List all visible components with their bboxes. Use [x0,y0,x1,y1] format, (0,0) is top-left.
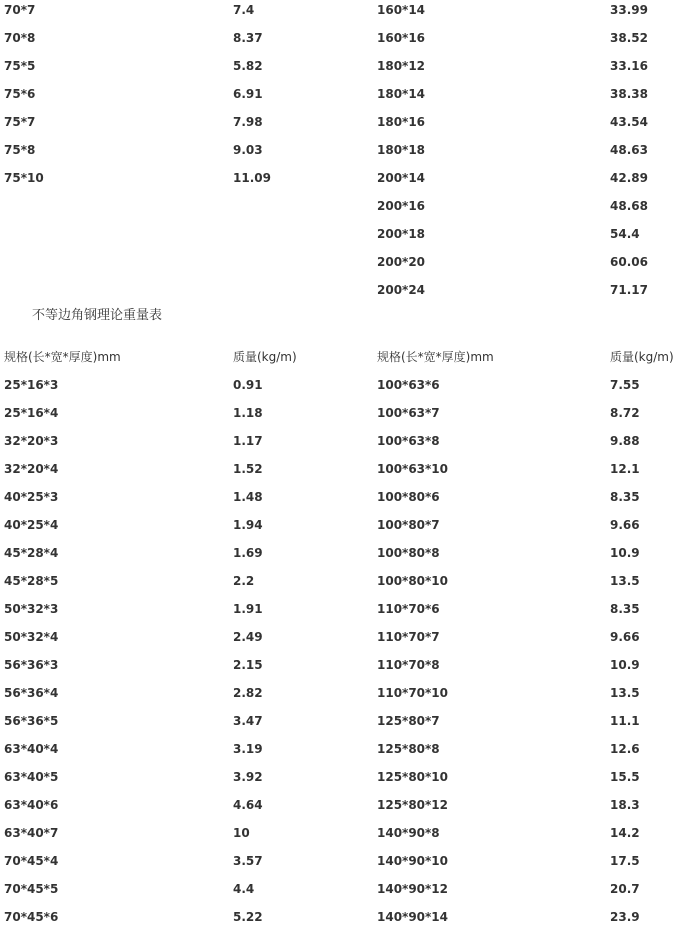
mass-cell: 3.92 [233,770,263,784]
spec-cell: 56*36*4 [4,686,59,700]
mass-cell-2: 9.66 [610,630,640,644]
mass-cell-2: 43.54 [610,115,648,129]
spec-cell: 75*6 [4,87,36,101]
table-row [0,371,690,399]
spec-cell: 63*40*4 [4,742,59,756]
spec-cell: 63*40*7 [4,826,59,840]
table-row [0,595,690,623]
mass-cell-2: 8.35 [610,602,640,616]
spec-cell-2: 160*16 [377,31,426,45]
mass-cell-2: 15.5 [610,770,640,784]
mass-cell-2: 18.3 [610,798,640,812]
mass-cell-2: 38.38 [610,87,648,101]
table-row [0,52,690,80]
spec-cell-2: 200*20 [377,255,426,269]
mass-cell-2: 33.16 [610,59,648,73]
table-row [0,108,690,136]
mass-cell: 1.17 [233,434,263,448]
spec-cell: 56*36*5 [4,714,59,728]
mass-cell-2: 9.66 [610,518,640,532]
mass-cell: 11.09 [233,171,271,185]
spec-cell-2: 200*14 [377,171,426,185]
table-row [0,511,690,539]
table-header-row [0,343,690,371]
mass-cell-2: 8.35 [610,490,640,504]
mass-cell: 6.91 [233,87,263,101]
table-row [0,567,690,595]
spec-cell: 75*5 [4,59,36,73]
spec-cell-2: 140*90*10 [377,854,448,868]
spec-cell-2: 100*80*10 [377,574,448,588]
spec-cell-2: 110*70*7 [377,630,440,644]
spec-cell-2: 200*16 [377,199,426,213]
mass-cell-2: 23.9 [610,910,640,924]
mass-cell: 9.03 [233,143,263,157]
spec-cell-2: 100*80*8 [377,546,440,560]
table-row [0,220,690,248]
table-row [0,136,690,164]
spec-cell: 45*28*5 [4,574,59,588]
mass-cell-2: 71.17 [610,283,648,297]
mass-cell-2: 17.5 [610,854,640,868]
spec-cell: 25*16*4 [4,406,59,420]
mass-cell-2: 54.4 [610,227,640,241]
table-row [0,819,690,847]
table-row [0,679,690,707]
spec-cell-2: 140*90*12 [377,882,448,896]
spec-cell-2: 110*70*10 [377,686,448,700]
spec-cell: 56*36*3 [4,658,59,672]
table-row [0,24,690,52]
spec-cell-2: 110*70*8 [377,658,440,672]
table-row [0,651,690,679]
mass-cell-2: 38.52 [610,31,648,45]
mass-cell: 1.69 [233,546,263,560]
mass-cell: 2.82 [233,686,263,700]
spec-cell-2: 140*90*14 [377,910,448,924]
spec-cell-2: 180*16 [377,115,426,129]
mass-cell-2: 48.63 [610,143,648,157]
spec-cell-2: 125*80*10 [377,770,448,784]
spec-cell-2: 180*14 [377,87,426,101]
mass-cell-2: 14.2 [610,826,640,840]
mass-cell: 4.4 [233,882,255,896]
spec-cell-2: 110*70*6 [377,602,440,616]
spec-cell-2: 125*80*8 [377,742,440,756]
spec-cell: 75*7 [4,115,36,129]
mass-cell: 8.37 [233,31,263,45]
section-title: 不等边角钢理论重量表 [32,308,163,323]
mass-cell: 0.91 [233,378,263,392]
mass-cell-2: 8.72 [610,406,640,420]
spec-cell: 70*7 [4,3,36,17]
spec-cell: 32*20*3 [4,434,59,448]
mass-cell: 3.19 [233,742,263,756]
spec-cell: 75*8 [4,143,36,157]
table-row [0,427,690,455]
mass-cell: 7.98 [233,115,263,129]
mass-cell: 7.4 [233,3,255,17]
spec-cell: 63*40*6 [4,798,59,812]
mass-cell: 10 [233,826,250,840]
spec-cell: 70*45*5 [4,882,59,896]
table-row [0,539,690,567]
table-row [0,80,690,108]
mass-cell: 1.48 [233,490,263,504]
table-row [0,455,690,483]
spec-cell: 25*16*3 [4,378,59,392]
spec-cell-2: 100*63*7 [377,406,440,420]
spec-cell-2: 100*80*7 [377,518,440,532]
spec-cell-2: 100*80*6 [377,490,440,504]
mass-cell-2: 48.68 [610,199,648,213]
spec-cell-2: 125*80*7 [377,714,440,728]
mass-cell-2: 13.5 [610,574,640,588]
mass-cell-2: 12.1 [610,462,640,476]
mass-cell: 3.57 [233,854,263,868]
table-row [0,248,690,276]
spec-cell: 50*32*3 [4,602,59,616]
spec-cell: 70*8 [4,31,36,45]
spec-cell-2: 200*18 [377,227,426,241]
mass-cell: 3.47 [233,714,263,728]
spec-cell-2: 180*18 [377,143,426,157]
spec-cell: 75*10 [4,171,44,185]
table-row [0,847,690,875]
mass-cell: 1.18 [233,406,263,420]
spec-cell-2: 100*63*6 [377,378,440,392]
spec-cell: 70*45*4 [4,854,59,868]
mass-cell: 2.15 [233,658,263,672]
mass-cell: 2.49 [233,630,263,644]
mass-cell: 5.22 [233,910,263,924]
table-row [0,623,690,651]
mass-cell: 5.82 [233,59,263,73]
table-row [0,791,690,819]
table-row [0,707,690,735]
table-row [0,192,690,220]
mass-cell-2: 13.5 [610,686,640,700]
table-row [0,763,690,791]
header-mass: 质量(kg/m) [233,350,297,364]
spec-cell: 63*40*5 [4,770,59,784]
mass-cell-2: 20.7 [610,882,640,896]
table-row [0,399,690,427]
spec-cell: 40*25*4 [4,518,59,532]
spec-cell-2: 100*63*8 [377,434,440,448]
header-spec-2: 规格(长*宽*厚度)mm [377,350,494,364]
mass-cell-2: 7.55 [610,378,640,392]
spec-cell-2: 125*80*12 [377,798,448,812]
mass-cell-2: 12.6 [610,742,640,756]
table-row [0,276,690,304]
spec-cell: 70*45*6 [4,910,59,924]
mass-cell-2: 11.1 [610,714,640,728]
table-row [0,875,690,903]
spec-cell: 32*20*4 [4,462,59,476]
mass-cell-2: 10.9 [610,546,640,560]
spec-cell: 40*25*3 [4,490,59,504]
mass-cell: 4.64 [233,798,263,812]
table-row [0,0,690,24]
mass-cell-2: 60.06 [610,255,648,269]
spec-cell: 45*28*4 [4,546,59,560]
table-row [0,164,690,192]
spec-cell-2: 140*90*8 [377,826,440,840]
mass-cell: 2.2 [233,574,255,588]
mass-cell-2: 42.89 [610,171,648,185]
mass-cell: 1.52 [233,462,263,476]
header-mass-2: 质量(kg/m) [610,350,674,364]
header-spec: 规格(长*宽*厚度)mm [4,350,121,364]
spec-cell-2: 100*63*10 [377,462,448,476]
mass-cell-2: 9.88 [610,434,640,448]
spec-cell: 50*32*4 [4,630,59,644]
mass-cell: 1.94 [233,518,263,532]
spec-cell-2: 200*24 [377,283,426,297]
mass-cell-2: 33.99 [610,3,648,17]
spec-cell-2: 180*12 [377,59,426,73]
spec-cell-2: 160*14 [377,3,426,17]
mass-cell-2: 10.9 [610,658,640,672]
mass-cell: 1.91 [233,602,263,616]
table-row [0,735,690,763]
table-row [0,483,690,511]
